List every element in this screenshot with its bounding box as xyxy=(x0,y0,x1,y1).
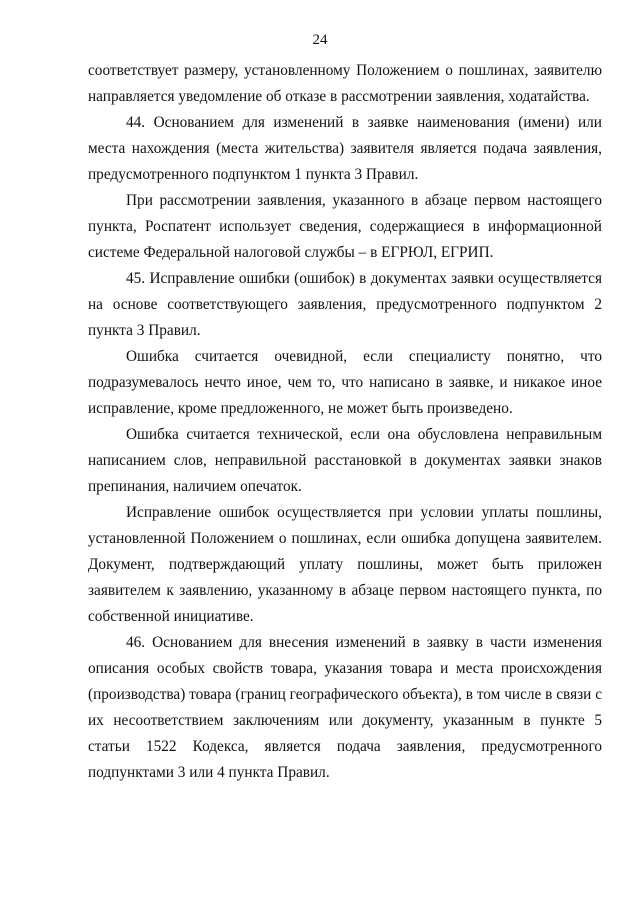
paragraph-item-46: 46. Основанием для внесения изменений в заявку в части изменения описания особых свойств товара, указания товара и места происхождения (производства) товара (границ географического объекта), в том числе в связи с их несоответствием заключениям или документу, указанным в пункте 5 статьи 1522 Кодекса, является подача заявления, предусмотренного подпунктами 3 или 4 пункта Правил. xyxy=(88,634,602,781)
page-number: 24 xyxy=(312,32,328,48)
paragraph-continuation: соответствует размеру, установленному Положением о пошлинах, заявителю направляется уведомление об отказе в рассмотрении заявления, ходатайства. xyxy=(88,62,602,105)
paragraph-item-44: 44. Основанием для изменений в заявке наименования (имени) или места нахождения (места жительства) заявителя является подача заявления, предусмотренного подпунктом 1 пункта 3 Правил. xyxy=(88,114,602,183)
paragraph-technical-error: Ошибка считается технической, если она обусловлена неправильным написанием слов, неправильной расстановкой в документах заявки знаков препинания, наличием опечаток. xyxy=(88,426,602,495)
paragraph-obvious-error: Ошибка считается очевидной, если специалисту понятно, что подразумевалось нечто иное, чем то, что написано в заявке, и никакое иное исправление, кроме предложенного, не может быть произведено. xyxy=(88,348,602,417)
paragraph-correction-fee: Исправление ошибок осуществляется при условии уплаты пошлины, установленной Положением о пошлинах, если ошибка допущена заявителем. Документ, подтверждающий уплату пошлины, может быть приложен заявителем к заявлению, указанному в абзаце первом настоящего пункта, по собственной инициативе. xyxy=(88,504,602,625)
paragraph-item-45: 45. Исправление ошибки (ошибок) в документах заявки осуществляется на основе соответствующего заявления, предусмотренного подпунктом 2 пункта 3 Правил. xyxy=(88,270,602,339)
paragraph-item-44-note: При рассмотрении заявления, указанного в абзаце первом настоящего пункта, Роспатент использует сведения, содержащиеся в информационной системе Федеральной налоговой службы – в ЕГРЮЛ, ЕГРИП. xyxy=(88,192,602,261)
document-body xyxy=(88,58,602,786)
